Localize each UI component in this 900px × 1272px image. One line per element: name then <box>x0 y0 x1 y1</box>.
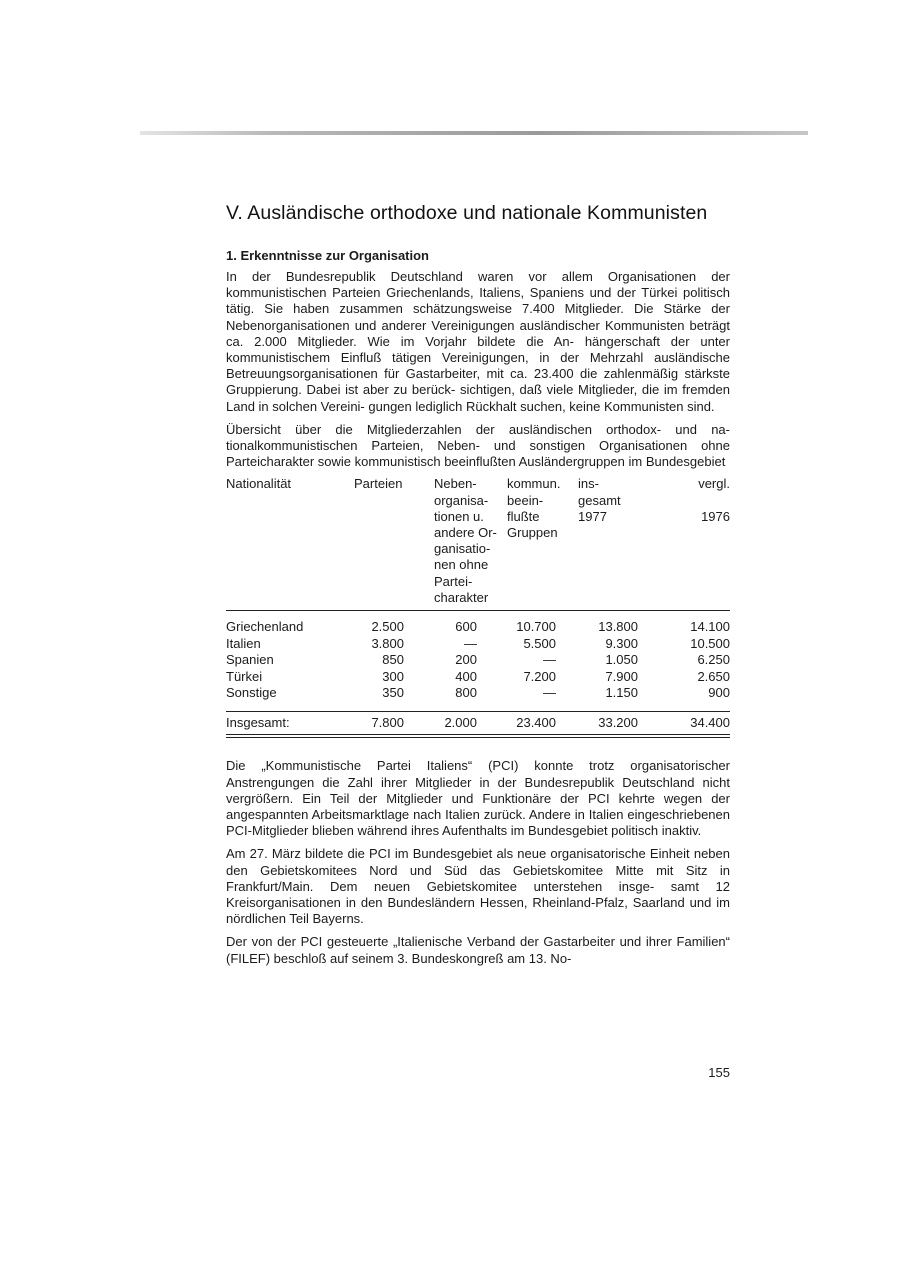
cell-side-orgs: 800 <box>455 685 477 700</box>
cell-influenced: — <box>543 652 556 668</box>
section-heading: 1. Erkenntnisse zur Organisation <box>226 248 429 263</box>
header-side-orgs-line: Neben- <box>434 476 477 492</box>
cell-nationality: Sonstige <box>226 685 277 700</box>
header-side-orgs-line: nen ohne <box>434 557 489 573</box>
cell-compare: 900 <box>708 685 730 700</box>
header-side-orgs <box>434 476 497 606</box>
table-row <box>226 636 730 652</box>
cell-influenced: — <box>543 685 556 700</box>
cell-influenced: 5.500 <box>523 635 556 651</box>
cell-compare: 6.250 <box>697 652 730 668</box>
cell-total: 13.800 <box>598 619 638 635</box>
paragraph-1 <box>226 269 730 415</box>
cell-total: 1.150 <box>605 685 638 700</box>
header-side-orgs-line: ganisatio- <box>434 541 491 557</box>
paragraph-1-part-d: gungen lediglich Rückhalt suchen, keine Kommunisten sind. <box>368 398 715 414</box>
table-row <box>226 619 730 635</box>
header-total-year: 1977 <box>578 508 607 524</box>
table-row <box>226 669 730 685</box>
cell-parties: 350 <box>382 685 404 700</box>
header-compare-year: 1976 <box>701 508 730 524</box>
cell-total-label: Insgesamt: <box>226 715 290 731</box>
cell-nationality: Türkei <box>226 668 263 684</box>
cell-side-orgs: 200 <box>455 652 477 668</box>
cell-nationality: Italien <box>226 635 261 651</box>
cell-compare: 14.100 <box>690 619 730 635</box>
header-influenced <box>507 476 560 541</box>
table-intro-rest: tionalkommunistischen Parteien, Neben- und sonstigen Organisationen ohne Parteicharakter sowie kommunistisch beeinflußten Ausländergruppen im Bundesgebiet <box>226 438 730 470</box>
cell-total: 7.900 <box>605 668 638 684</box>
total-row-block <box>226 711 730 734</box>
cell-parties: 850 <box>382 652 404 668</box>
cell-nationality: Spanien <box>226 652 274 668</box>
header-total-line: gesamt <box>578 492 621 508</box>
paragraph-3 <box>226 846 730 927</box>
cell-total-sum: 33.200 <box>598 715 638 731</box>
table-row <box>226 652 730 668</box>
header-side-orgs-line: organisa- <box>434 492 489 508</box>
table-body <box>226 611 730 711</box>
cell-parties-sum: 7.800 <box>371 715 404 731</box>
table-row <box>226 685 730 701</box>
cell-parties: 2.500 <box>371 619 404 635</box>
header-compare <box>666 476 730 525</box>
membership-table <box>226 476 730 738</box>
paragraph-3-part-a: Am 27. März bildete die PCI im Bundesgebiet als neue organisatorische Einheit neben den Gebietskomitees Nord und Süd das Gebietskomitee Mitte mit Sitz in Frankfurt/Main. Dem neuen Gebietskomitee unterstehen insge- <box>226 846 730 894</box>
header-compare-line: vergl. <box>698 476 730 492</box>
cell-side-orgs: 600 <box>455 619 477 635</box>
paragraph-1-part-a: In der Bundesrepublik Deutschland waren vor allem Organisationen der kommunistischen Parteien Griechenlands, Italiens, Spaniens und der Türkei politisch tätig. Sie haben zusammen schätzungsweise 7.400 Mitglieder. Die Stärke der Nebenorganisationen und anderer Vereinigungen ausländischer Kommunisten beträgt ca. 2.000 Mitglieder. Wie im Vorjahr bildete die An- <box>226 269 730 349</box>
header-total-line: ins- <box>578 476 599 492</box>
cell-influenced: 10.700 <box>516 619 556 635</box>
header-side-orgs-line: tionen u. <box>434 508 484 524</box>
cell-total: 9.300 <box>605 635 638 651</box>
header-influenced-line: kommun. <box>507 476 561 492</box>
table-intro <box>226 422 730 471</box>
page-number: 155 <box>708 1065 730 1080</box>
page-content <box>226 202 730 974</box>
paragraph-2: Die „Kommunistische Partei Italiens“ (PCI) konnte trotz organisatorischer Anstrengungen die Zahl ihrer Mitglieder in der Bundesrepublik Deutschland nicht vergrößern. Ein Teil der Mitglieder und Funktionäre der PCI kehrte wegen der angespannten Arbeitsmarktlage nach Italien zurück. Andere in Italien eingeschriebenen PCI-Mitglieder blieben während ihres Aufenthalts im Bundesgebiet politisch inaktiv. <box>226 758 730 839</box>
paragraph-4: Der von der PCI gesteuerte „Italienische Verband der Gastarbeiter und ihrer Familien“ (FILEF) beschloß auf seinem 3. Bundeskongreß am 13. No- <box>226 934 730 966</box>
header-influenced-line: beein- <box>507 492 544 508</box>
total-row <box>226 715 730 731</box>
cell-compare: 2.650 <box>697 668 730 684</box>
after-table-text <box>226 758 730 966</box>
cell-influenced-sum: 23.400 <box>516 715 556 731</box>
header-influenced-line: flußte <box>507 508 540 524</box>
header-side-orgs-line: charakter <box>434 589 489 605</box>
header-parties: Parteien <box>354 476 403 492</box>
cell-side-orgs: 400 <box>455 668 477 684</box>
header-influenced-line: Gruppen <box>507 525 558 541</box>
cell-compare-sum: 34.400 <box>690 715 730 731</box>
header-nationality: Nationalität <box>226 476 292 492</box>
header-side-orgs-line: Partei- <box>434 573 473 589</box>
cell-total: 1.050 <box>605 652 638 668</box>
cell-influenced: 7.200 <box>523 668 556 684</box>
header-side-orgs-line: andere Or- <box>434 525 497 541</box>
cell-side-orgs: — <box>464 635 477 651</box>
paragraph-3-part-b: samt 12 Kreisorganisationen in den Bundesländern Hessen, Rheinland-Pfalz, Saarland und im nördlichen Teil Bayerns. <box>226 878 730 927</box>
total-double-rule <box>226 734 730 738</box>
cell-nationality: Griechenland <box>226 619 304 635</box>
paragraph-1-part-c: sichtigen, daß viele Mitglieder, die im fremden Land in solchen Vereini- <box>226 382 730 414</box>
cell-side-orgs-sum: 2.000 <box>444 715 477 731</box>
cell-compare: 10.500 <box>690 635 730 651</box>
table-intro-line1: Übersicht über die Mitgliederzahlen der ausländischen orthodox- und na- <box>226 421 730 437</box>
table-header <box>226 476 730 610</box>
cell-parties: 3.800 <box>371 635 404 651</box>
top-rule <box>140 131 808 135</box>
header-total <box>578 476 621 525</box>
cell-parties: 300 <box>382 668 404 684</box>
paragraph-1-part-b: hängerschaft der unter kommunistischem Einfluß tätigen Vereinigungen, in der Mehrzahl ausländische Betreuungsorganisationen für Gastarbeiter, mit ca. 23.400 die zahlenmäßig stärkste Gruppierung. Dabei ist aber zu berück- <box>226 333 730 398</box>
chapter-title: V. Ausländische orthodoxe und nationale Kommunisten <box>226 202 708 224</box>
